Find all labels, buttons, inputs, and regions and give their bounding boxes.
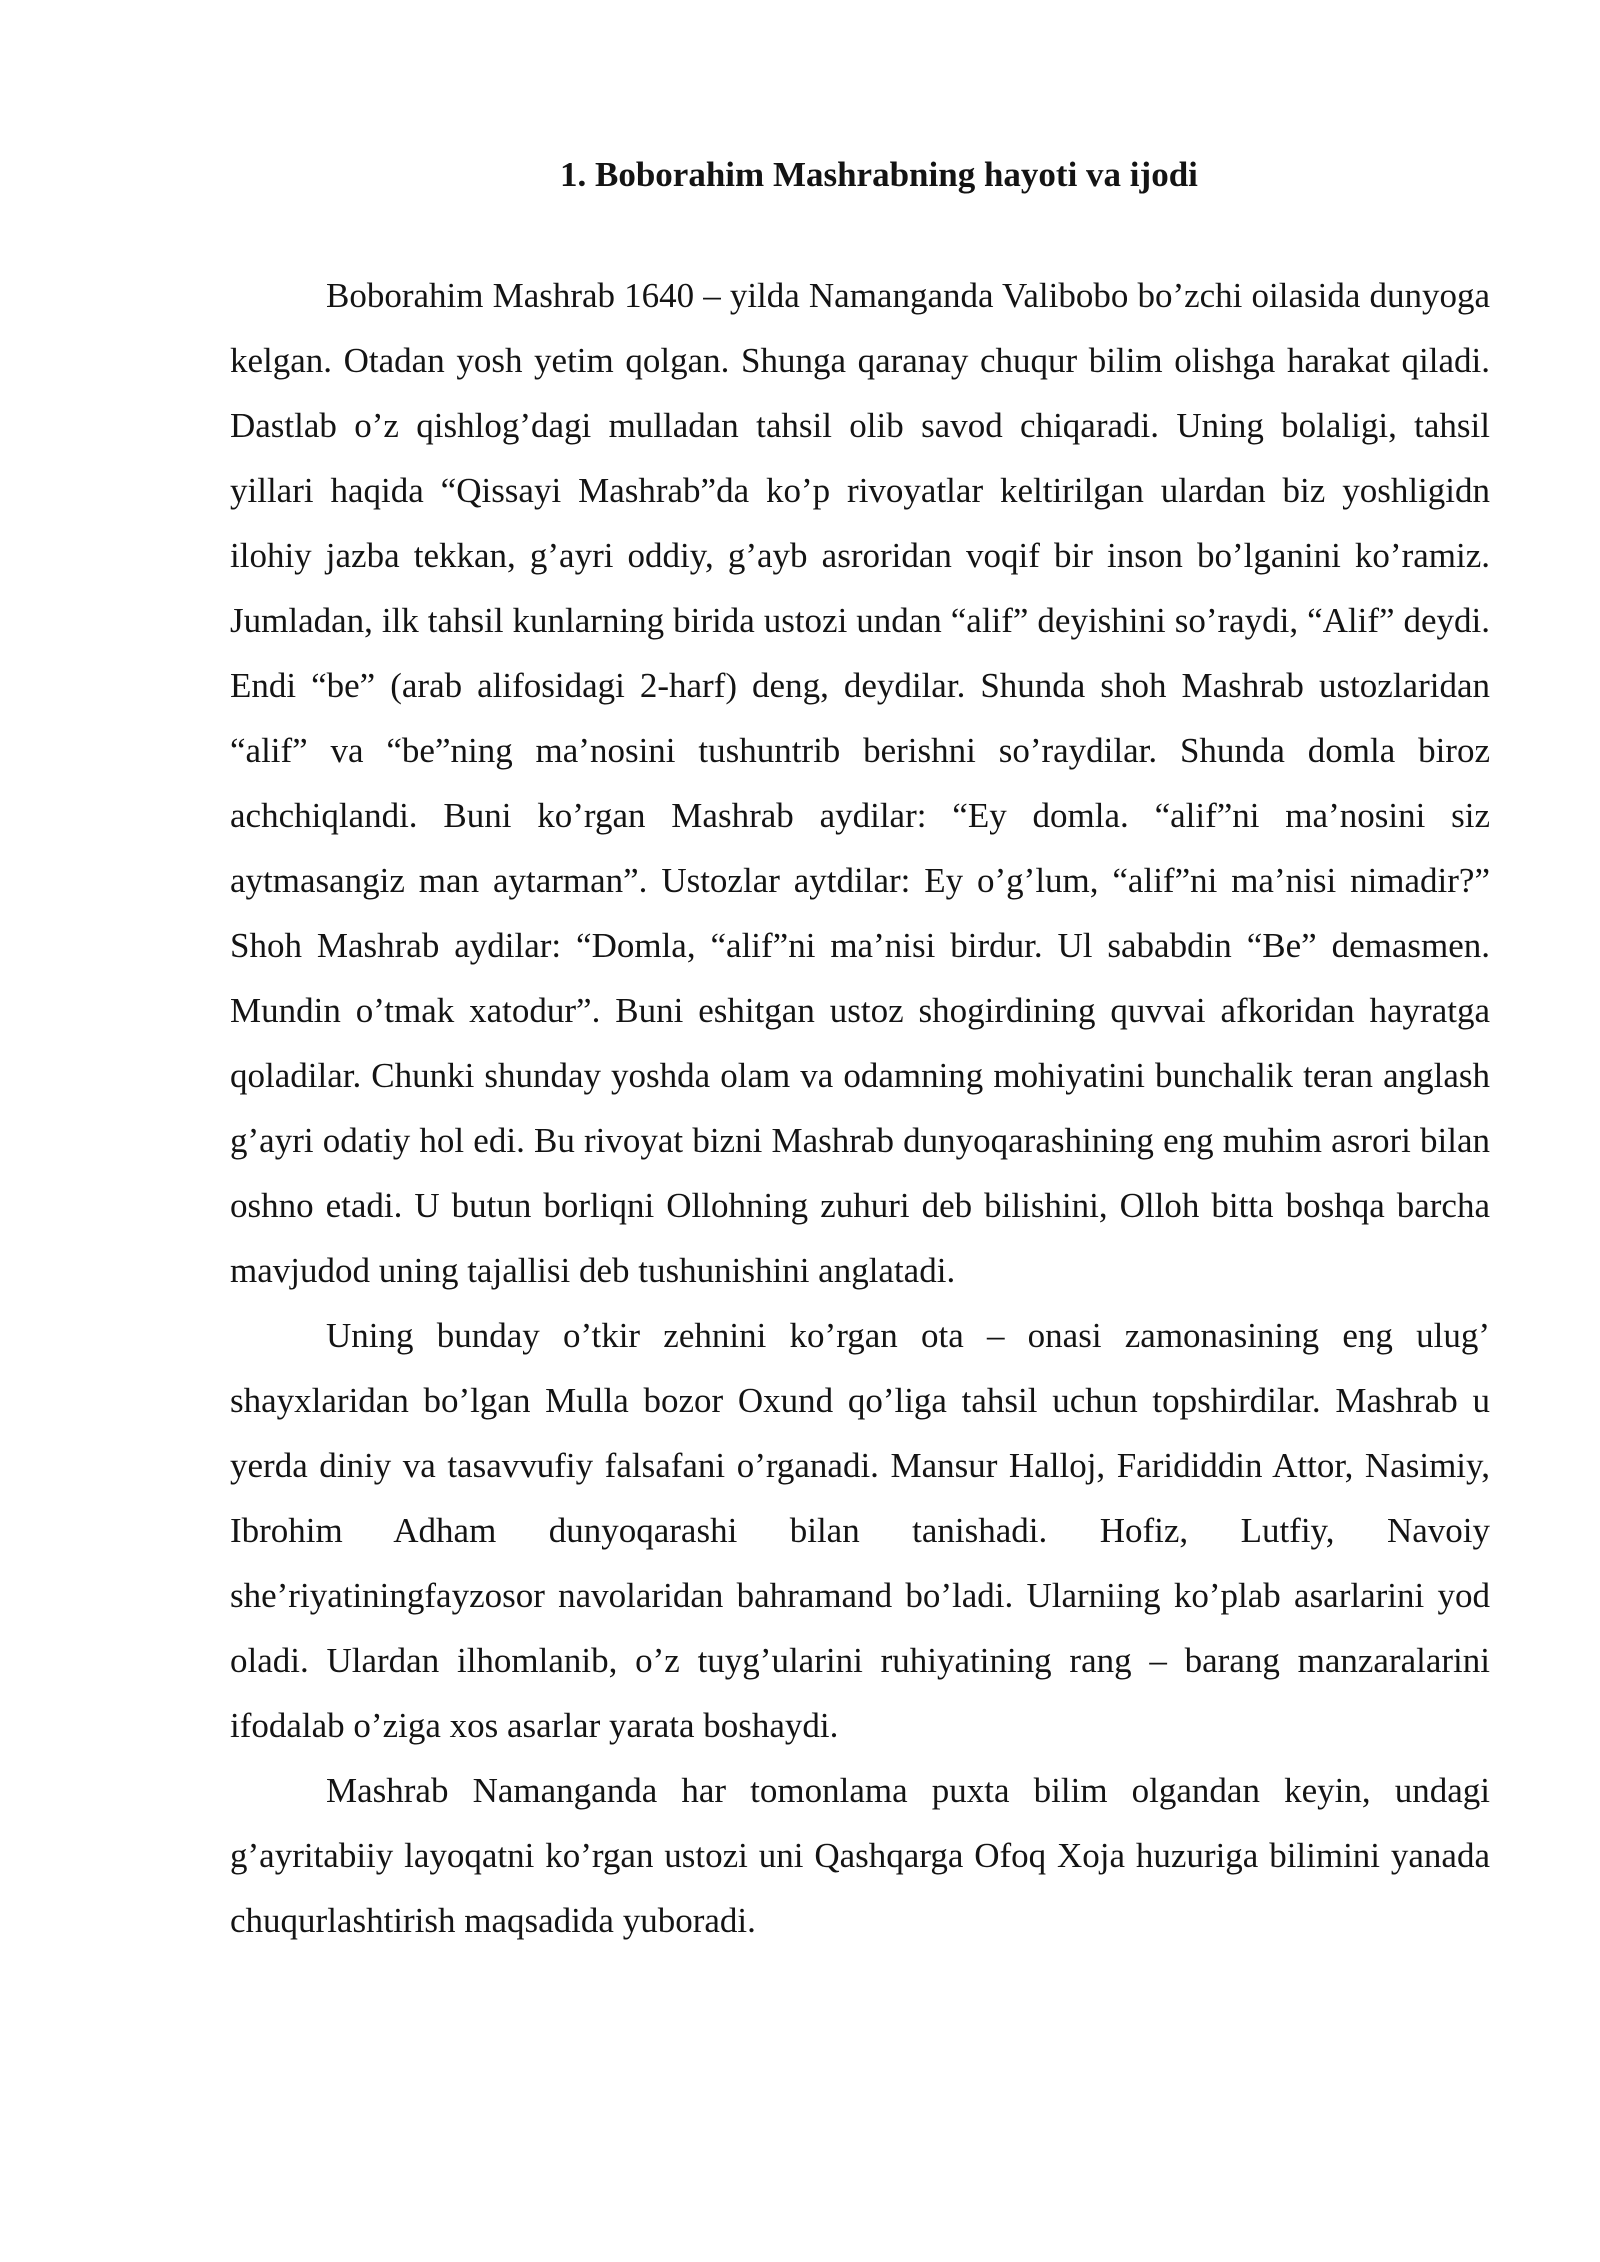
page-content [230, 150, 1490, 1953]
page-title: 1. Boborahim Mashrabning hayoti va ijodi [560, 155, 1198, 194]
paragraph-2: Uning bunday o’tkir zehnini ko’rgan ota – onasi zamonasining eng ulug’ shayxlaridan bo’lgan Mulla bozor Oxund qo’liga tahsil uchun topshirdilar. Mashrab u yerda diniy va tasavvufiy falsafani o’rganadi. Mansur Halloj, Farididdin Attor, Nasimiy, Ibrohim Adham dunyoqarashi bilan tanishadi. Hofiz, Lutfiy, Navoiy she’riyatiningfayzosor navolaridan bahramand bo’ladi. Ularniing ko’plab asarlarini yod oladi. Ulardan ilhomlanib, o’z tuyg’ularini ruhiyatining rang – barang manzaralarini ifodalab o’ziga xos asarlar yarata boshaydi. [230, 1316, 1490, 1745]
paragraph-1: Boborahim Mashrab 1640 – yilda Namanganda Valibobo bo’zchi oilasida dunyoga kelgan. Otadan yosh yetim qolgan. Shunga qaranay chuqur bilim olishga harakat qiladi. Dastlab o’z qishlog’dagi mulladan tahsil olib savod chiqaradi. Uning bolaligi, tahsil yillari haqida “Qissayi Mashrab”da ko’p rivoyatlar keltirilgan ulardan biz yoshligidn ilohiy jazba tekkan, g’ayri oddiy, g’ayb asroridan voqif bir inson bo’lganini ko’ramiz. Jumladan, ilk tahsil kunlarning birida ustozi undan “alif” deyishini so’raydi, “Alif” deydi. Endi “be” (arab alifosidagi 2-harf) deng, deydilar. Shunda shoh Mashrab ustozlaridan “alif” va “be”ning ma’nosini tushuntrib berishni so’raydilar. Shunda domla biroz achchiqlandi. Buni ko’rgan Mashrab aydilar: “Ey domla. “alif”ni ma’nosini siz aytmasangiz man aytarman”. Ustozlar aytdilar: Ey o’g’lum, “alif”ni ma’nisi nimadir?” Shoh Mashrab aydilar: “Domla, “alif”ni ma’nisi birdur. Ul sababdin “Be” demasmen. Mundin o’tmak xatodur”. Buni eshitgan ustoz shogirdining quvvai afkoridan hayratga qoladilar. Chunki shunday yoshda olam va odamning mohiyatini bunchalik teran anglash g’ayri odatiy hol edi. Bu rivoyat bizni Mashrab dunyoqarashining eng muhim asrori bilan oshno etadi. U butun borliqni Ollohning zuhuri deb bilishini, Olloh bitta boshqa barcha mavjudod uning tajallisi deb tushunishini anglatadi. [230, 276, 1490, 1290]
paragraph-3: Mashrab Namanganda har tomonlama puxta bilim olgandan keyin, undagi g’ayritabiiy layoqatni ko’rgan ustozi uni Qashqarga Ofoq Xoja huzuriga bilimini yanada chuqurlashtirish maqsadida yuboradi. [230, 1771, 1490, 1940]
